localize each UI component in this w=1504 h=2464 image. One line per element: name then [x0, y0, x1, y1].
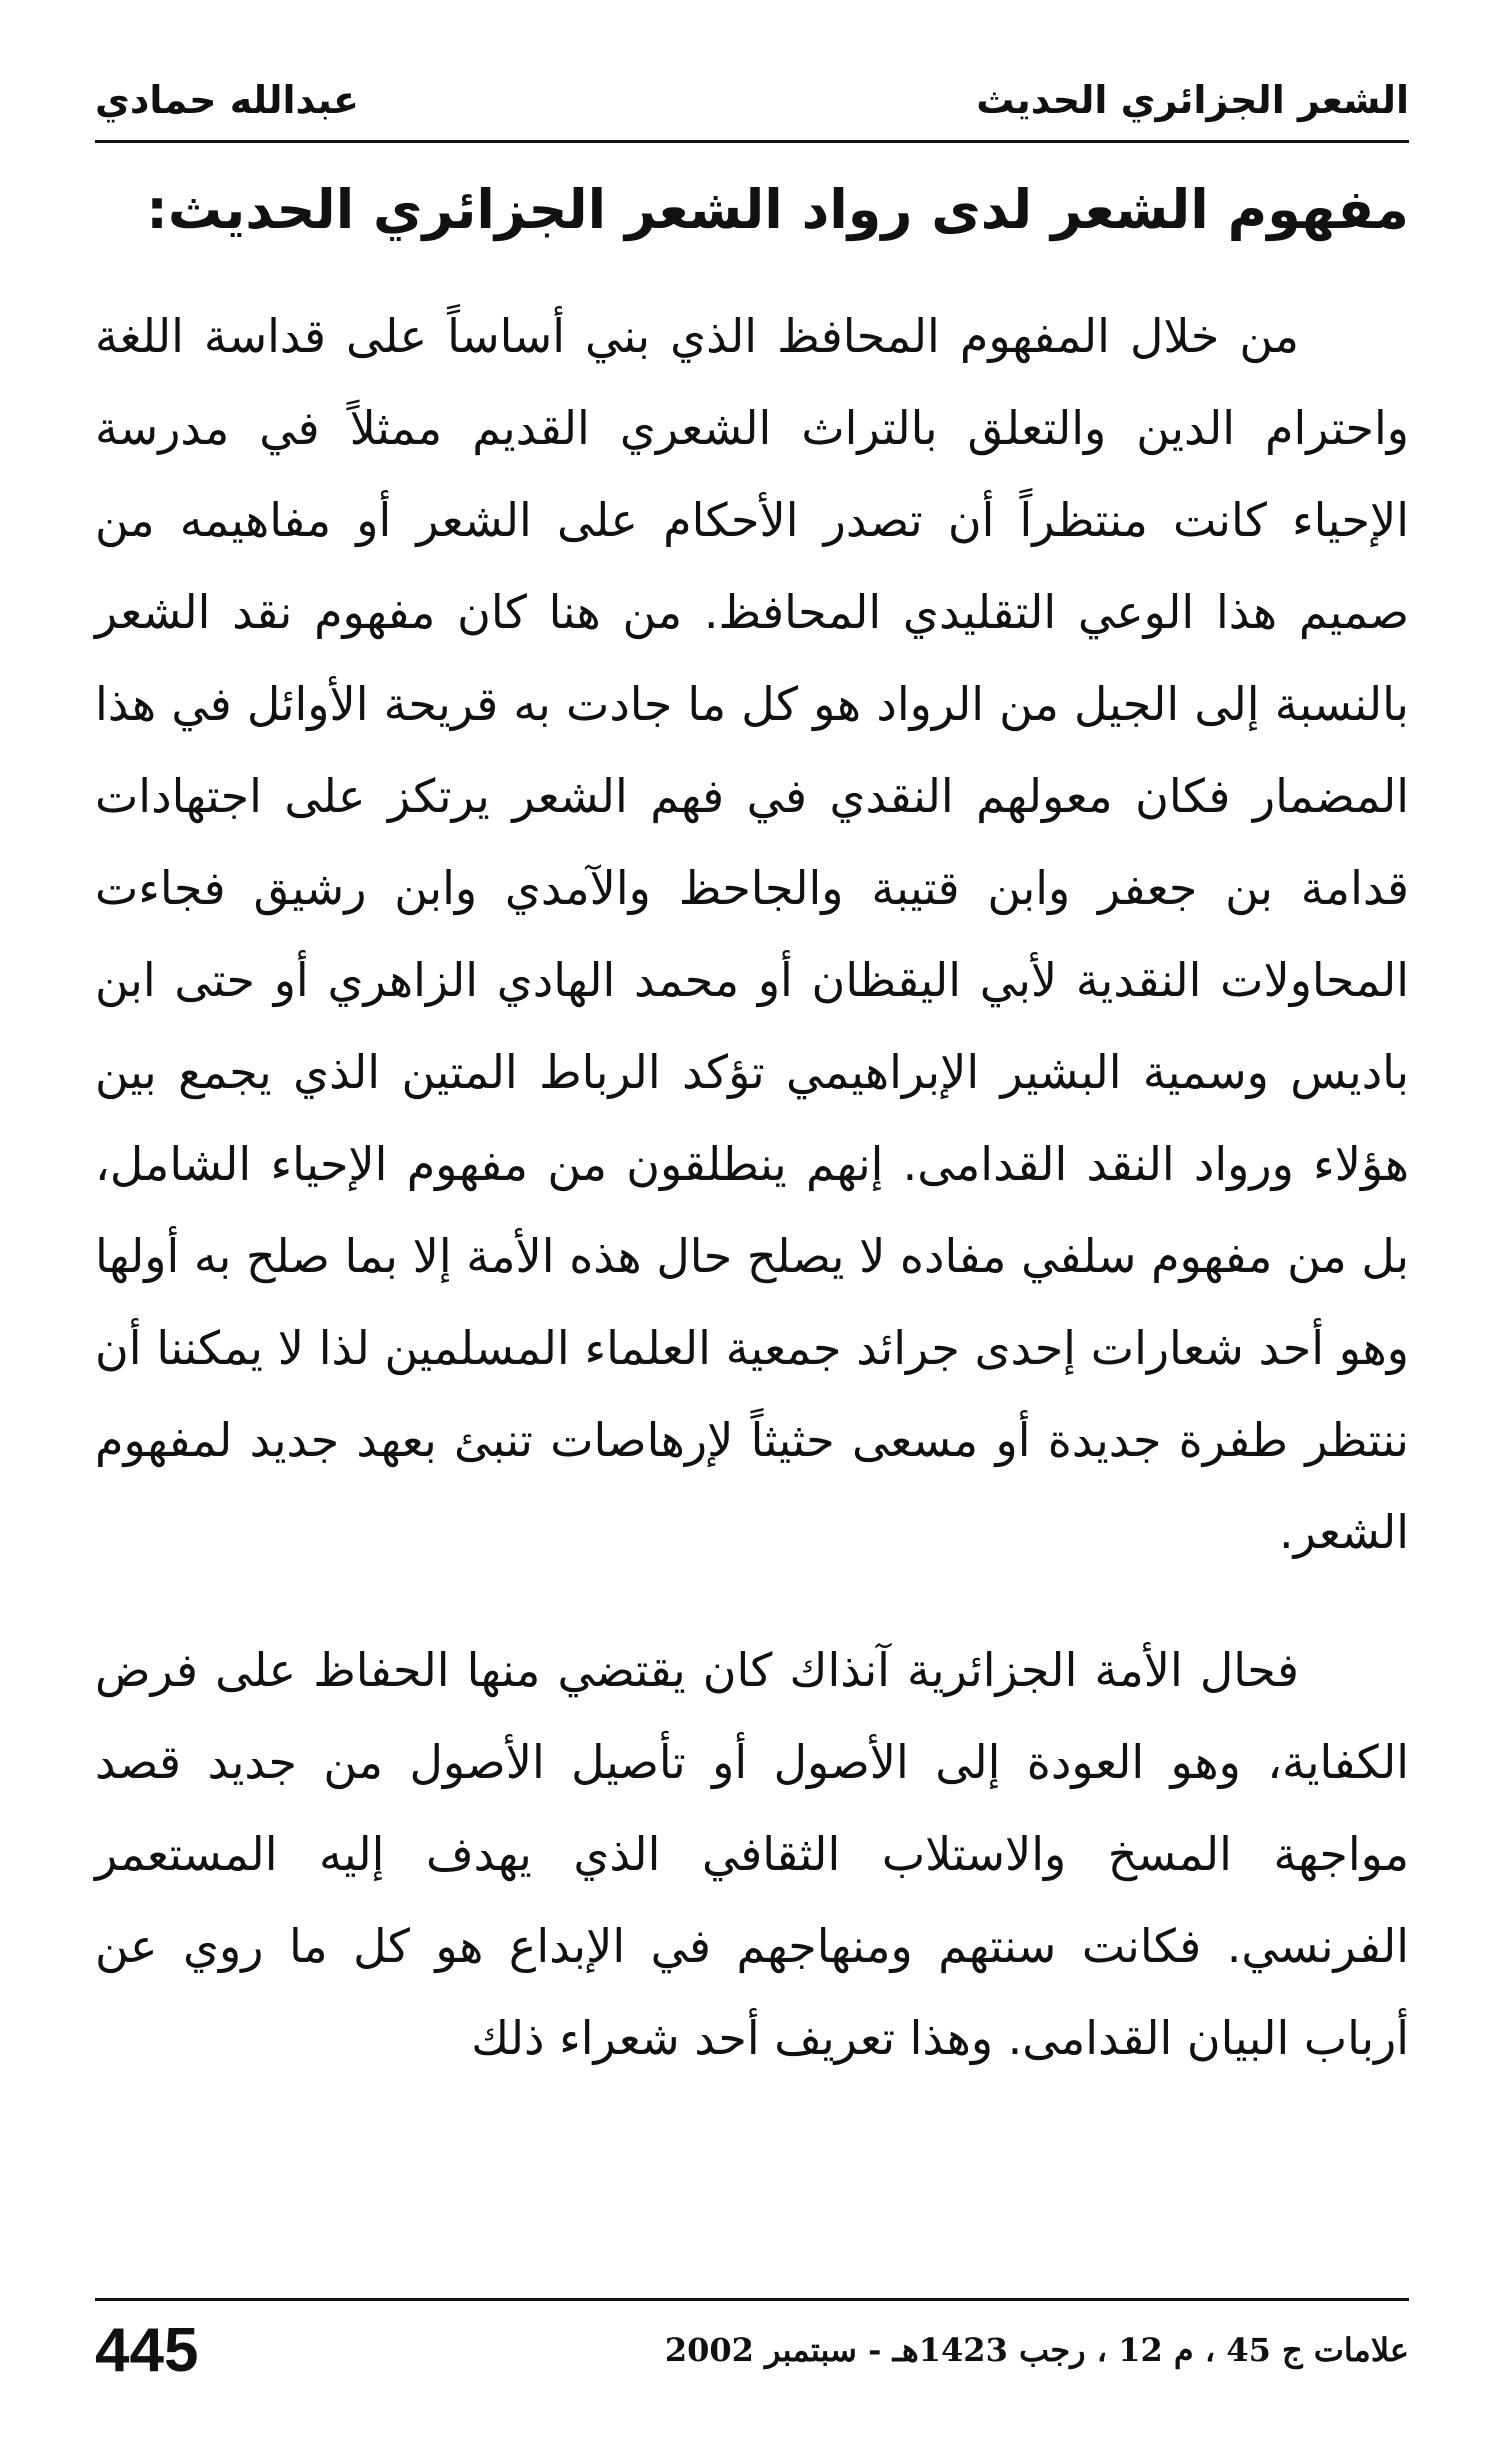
running-head — [95, 55, 1409, 145]
header-rule — [95, 140, 1409, 143]
running-head-book-title: الشعر الجزائري الحديث — [976, 78, 1409, 122]
footer — [95, 2310, 1409, 2390]
journal-issue-info: علامات ج 45 ، م 12 ، رجب 1423هـ - سبتمبر 2002 — [664, 2331, 1409, 2369]
paragraph: فحال الأمة الجزائرية آنذاك كان يقتضي منها الحفاظ على فرض الكفاية، وهو العودة إلى الأصول أو تأصيل الأصول من جديد قصد مواجهة المسخ والاستلاب الثقافي الذي يهدف إليه المستعمر الفرنسي. فكانت سنتهم ومنهاجهم في الإبداع هو كل ما روي عن أرباب البيان القدامى. وهذا تعريف أحد شعراء ذلك — [95, 1643, 1409, 2065]
footer-rule — [95, 2298, 1409, 2301]
page-number: 445 — [95, 2315, 199, 2385]
section-title: مفهوم الشعر لدى رواد الشعر الجزائري الحديث: — [146, 178, 1409, 241]
body-text — [95, 290, 1409, 2084]
paragraph: من خلال المفهوم المحافظ الذي بني أساساً على قداسة اللغة واحترام الدين والتعلق بالتراث الشعري القديم ممثلاً في مدرسة الإحياء كانت منتظراً أن تصدر الأحكام على الشعر أو مفاهيمه من صميم هذا الوعي التقليدي المحافظ. من هنا كان مفهوم نقد الشعر بالنسبة إلى الجيل من الرواد هو كل ما جادت به قريحة الأوائل في هذا المضمار فكان معولهم النقدي في فهم الشعر يرتكز على اجتهادات قدامة بن جعفر وابن قتيبة والجاحظ والآمدي وابن رشيق فجاءت المحاولات النقدية لأبي اليقظان أو محمد الهادي الزاهري أو حتى ابن باديس وسمية البشير الإبراهيمي تؤكد الرباط المتين الذي يجمع بين هؤلاء ورواد النقد القدامى. إنهم ينطلقون من مفهوم الإحياء الشامل، بل من مفهوم سلفي مفاده لا يصلح حال هذه الأمة إلا بما صلح به أولها وهو أحد شعارات إحدى جرائد جمعية العلماء المسلمين لذا لا يمكننا أن ننتظر طفرة جديدة أو مسعى حثيثاً لإرهاصات تنبئ بعهد جديد لمفهوم الشعر. — [95, 309, 1409, 1559]
running-head-author: عبدالله حمادي — [95, 78, 359, 122]
